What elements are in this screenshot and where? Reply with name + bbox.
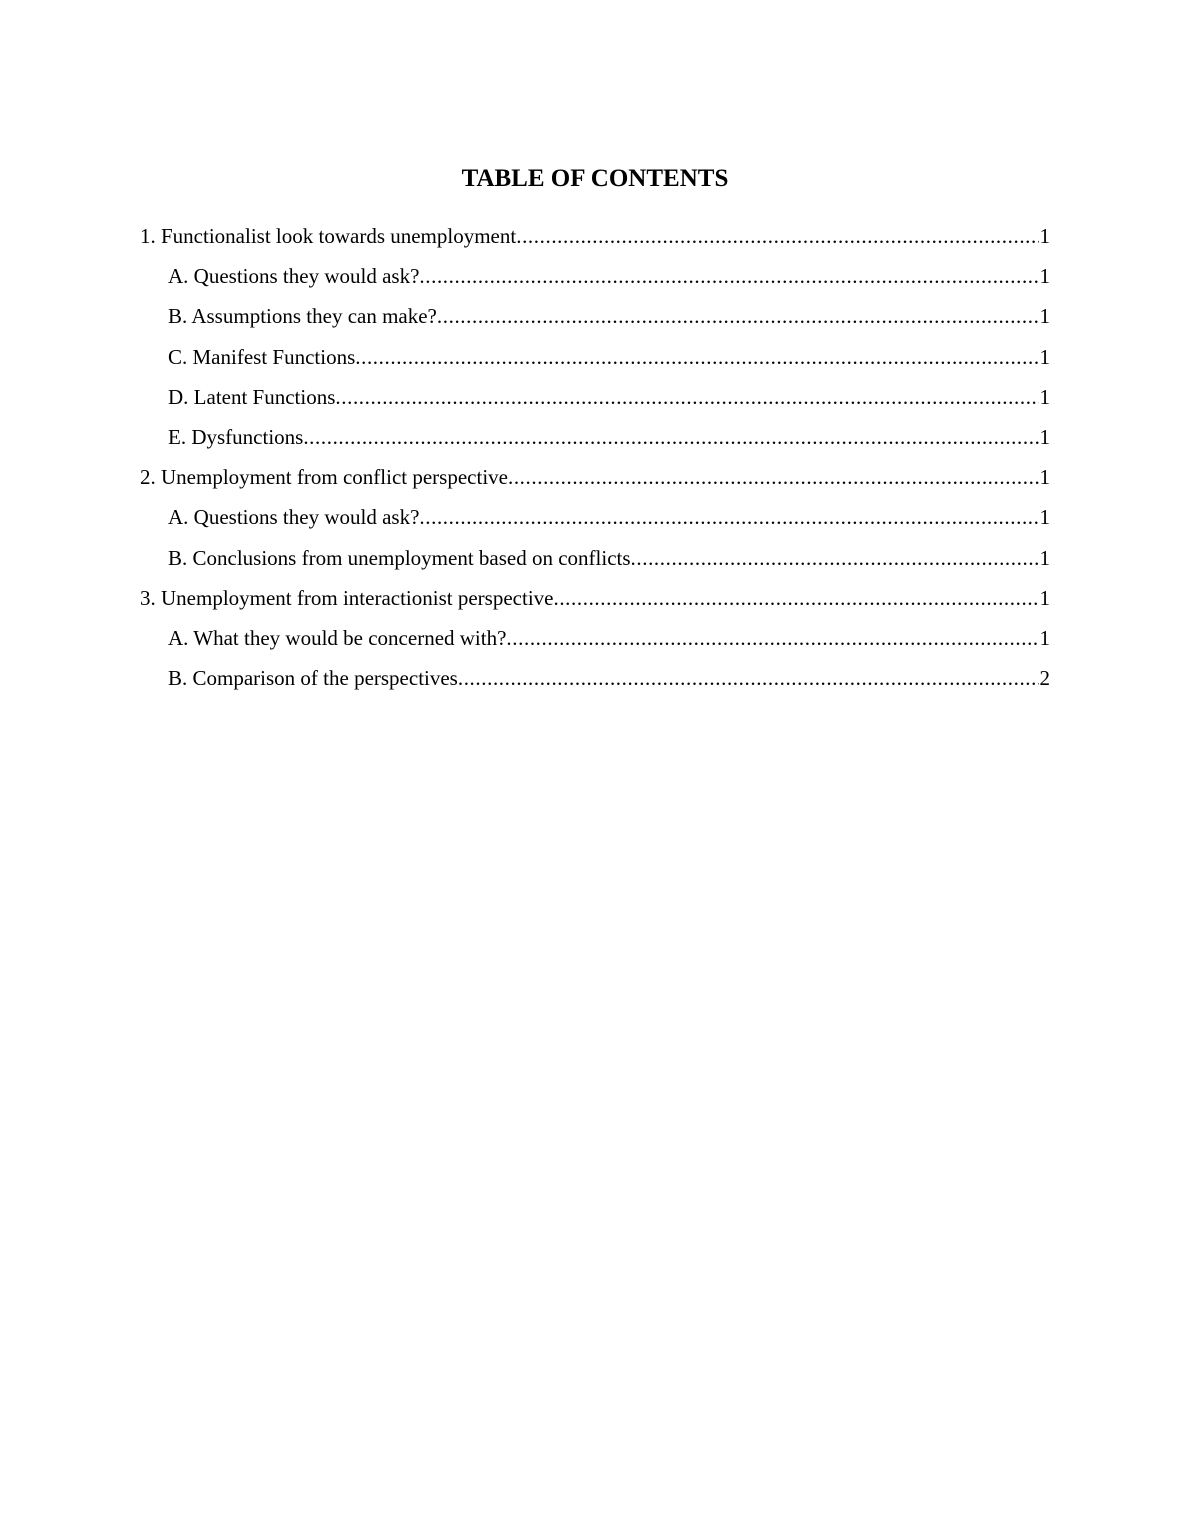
- toc-list: [140, 221, 1050, 703]
- toc-entry-text: C. Manifest Functions: [168, 344, 356, 369]
- toc-title: TABLE OF CONTENTS: [461, 165, 729, 192]
- toc-entry[interactable]: [140, 502, 1050, 542]
- toc-entry[interactable]: [140, 663, 1050, 703]
- toc-page-number: 1: [1039, 585, 1050, 610]
- toc-page-number: 1: [1039, 625, 1050, 650]
- toc-dot-leader: [437, 301, 1039, 331]
- toc-entry-text: B. Conclusions from unemployment based on conflicts: [168, 545, 631, 570]
- toc-entry[interactable]: [140, 221, 1050, 261]
- toc-entry-text: A. Questions they would ask?: [168, 505, 420, 530]
- toc-dot-leader: [506, 623, 1038, 653]
- toc-dot-leader: [508, 462, 1039, 492]
- toc-dot-leader: [458, 663, 1039, 693]
- toc-entry[interactable]: [140, 382, 1050, 422]
- toc-entry-text: 1. Functionalist look towards unemployment: [140, 224, 517, 248]
- toc-dot-leader: [303, 422, 1038, 452]
- toc-entry[interactable]: [140, 583, 1050, 623]
- toc-dot-leader: [355, 342, 1038, 372]
- toc-page-number: 1: [1039, 384, 1050, 409]
- toc-dot-leader: [335, 382, 1038, 412]
- toc-dot-leader: [419, 261, 1038, 291]
- toc-page-number: 1: [1039, 344, 1050, 369]
- toc-page-number: 1: [1039, 505, 1050, 530]
- toc-page-number: 2: [1039, 666, 1050, 691]
- toc-entry[interactable]: [140, 261, 1050, 301]
- toc-dot-leader: [553, 583, 1038, 613]
- toc-entry-text: B. Comparison of the perspectives: [168, 666, 458, 691]
- toc-entry-text: B. Assumptions they can make?: [168, 304, 437, 329]
- toc-entry[interactable]: [140, 462, 1050, 502]
- toc-dot-leader: [419, 502, 1038, 532]
- toc-page-number: 1: [1039, 304, 1050, 329]
- toc-entry[interactable]: [140, 623, 1050, 663]
- toc-page-number: 1: [1039, 545, 1050, 570]
- toc-entry[interactable]: [140, 342, 1050, 382]
- toc-entry-text: D. Latent Functions: [168, 384, 336, 409]
- toc-dot-leader: [631, 543, 1039, 573]
- toc-entry-text: A. Questions they would ask?: [168, 264, 420, 289]
- toc-entry-text: E. Dysfunctions: [168, 424, 304, 449]
- toc-page-number: 1: [1039, 465, 1050, 490]
- toc-entry-text: 2. Unemployment from conflict perspective: [140, 465, 508, 490]
- toc-page-number: 1: [1039, 264, 1050, 289]
- toc-page-number: 1: [1039, 424, 1050, 449]
- toc-dot-leader: [516, 221, 1038, 251]
- toc-entry-text: 3. Unemployment from interactionist perspective: [140, 585, 554, 610]
- toc-page-number: 1: [1039, 224, 1050, 248]
- toc-entry[interactable]: [140, 543, 1050, 583]
- toc-entry[interactable]: [140, 301, 1050, 341]
- toc-entry[interactable]: [140, 422, 1050, 462]
- toc-entry-text: A. What they would be concerned with?: [168, 625, 507, 650]
